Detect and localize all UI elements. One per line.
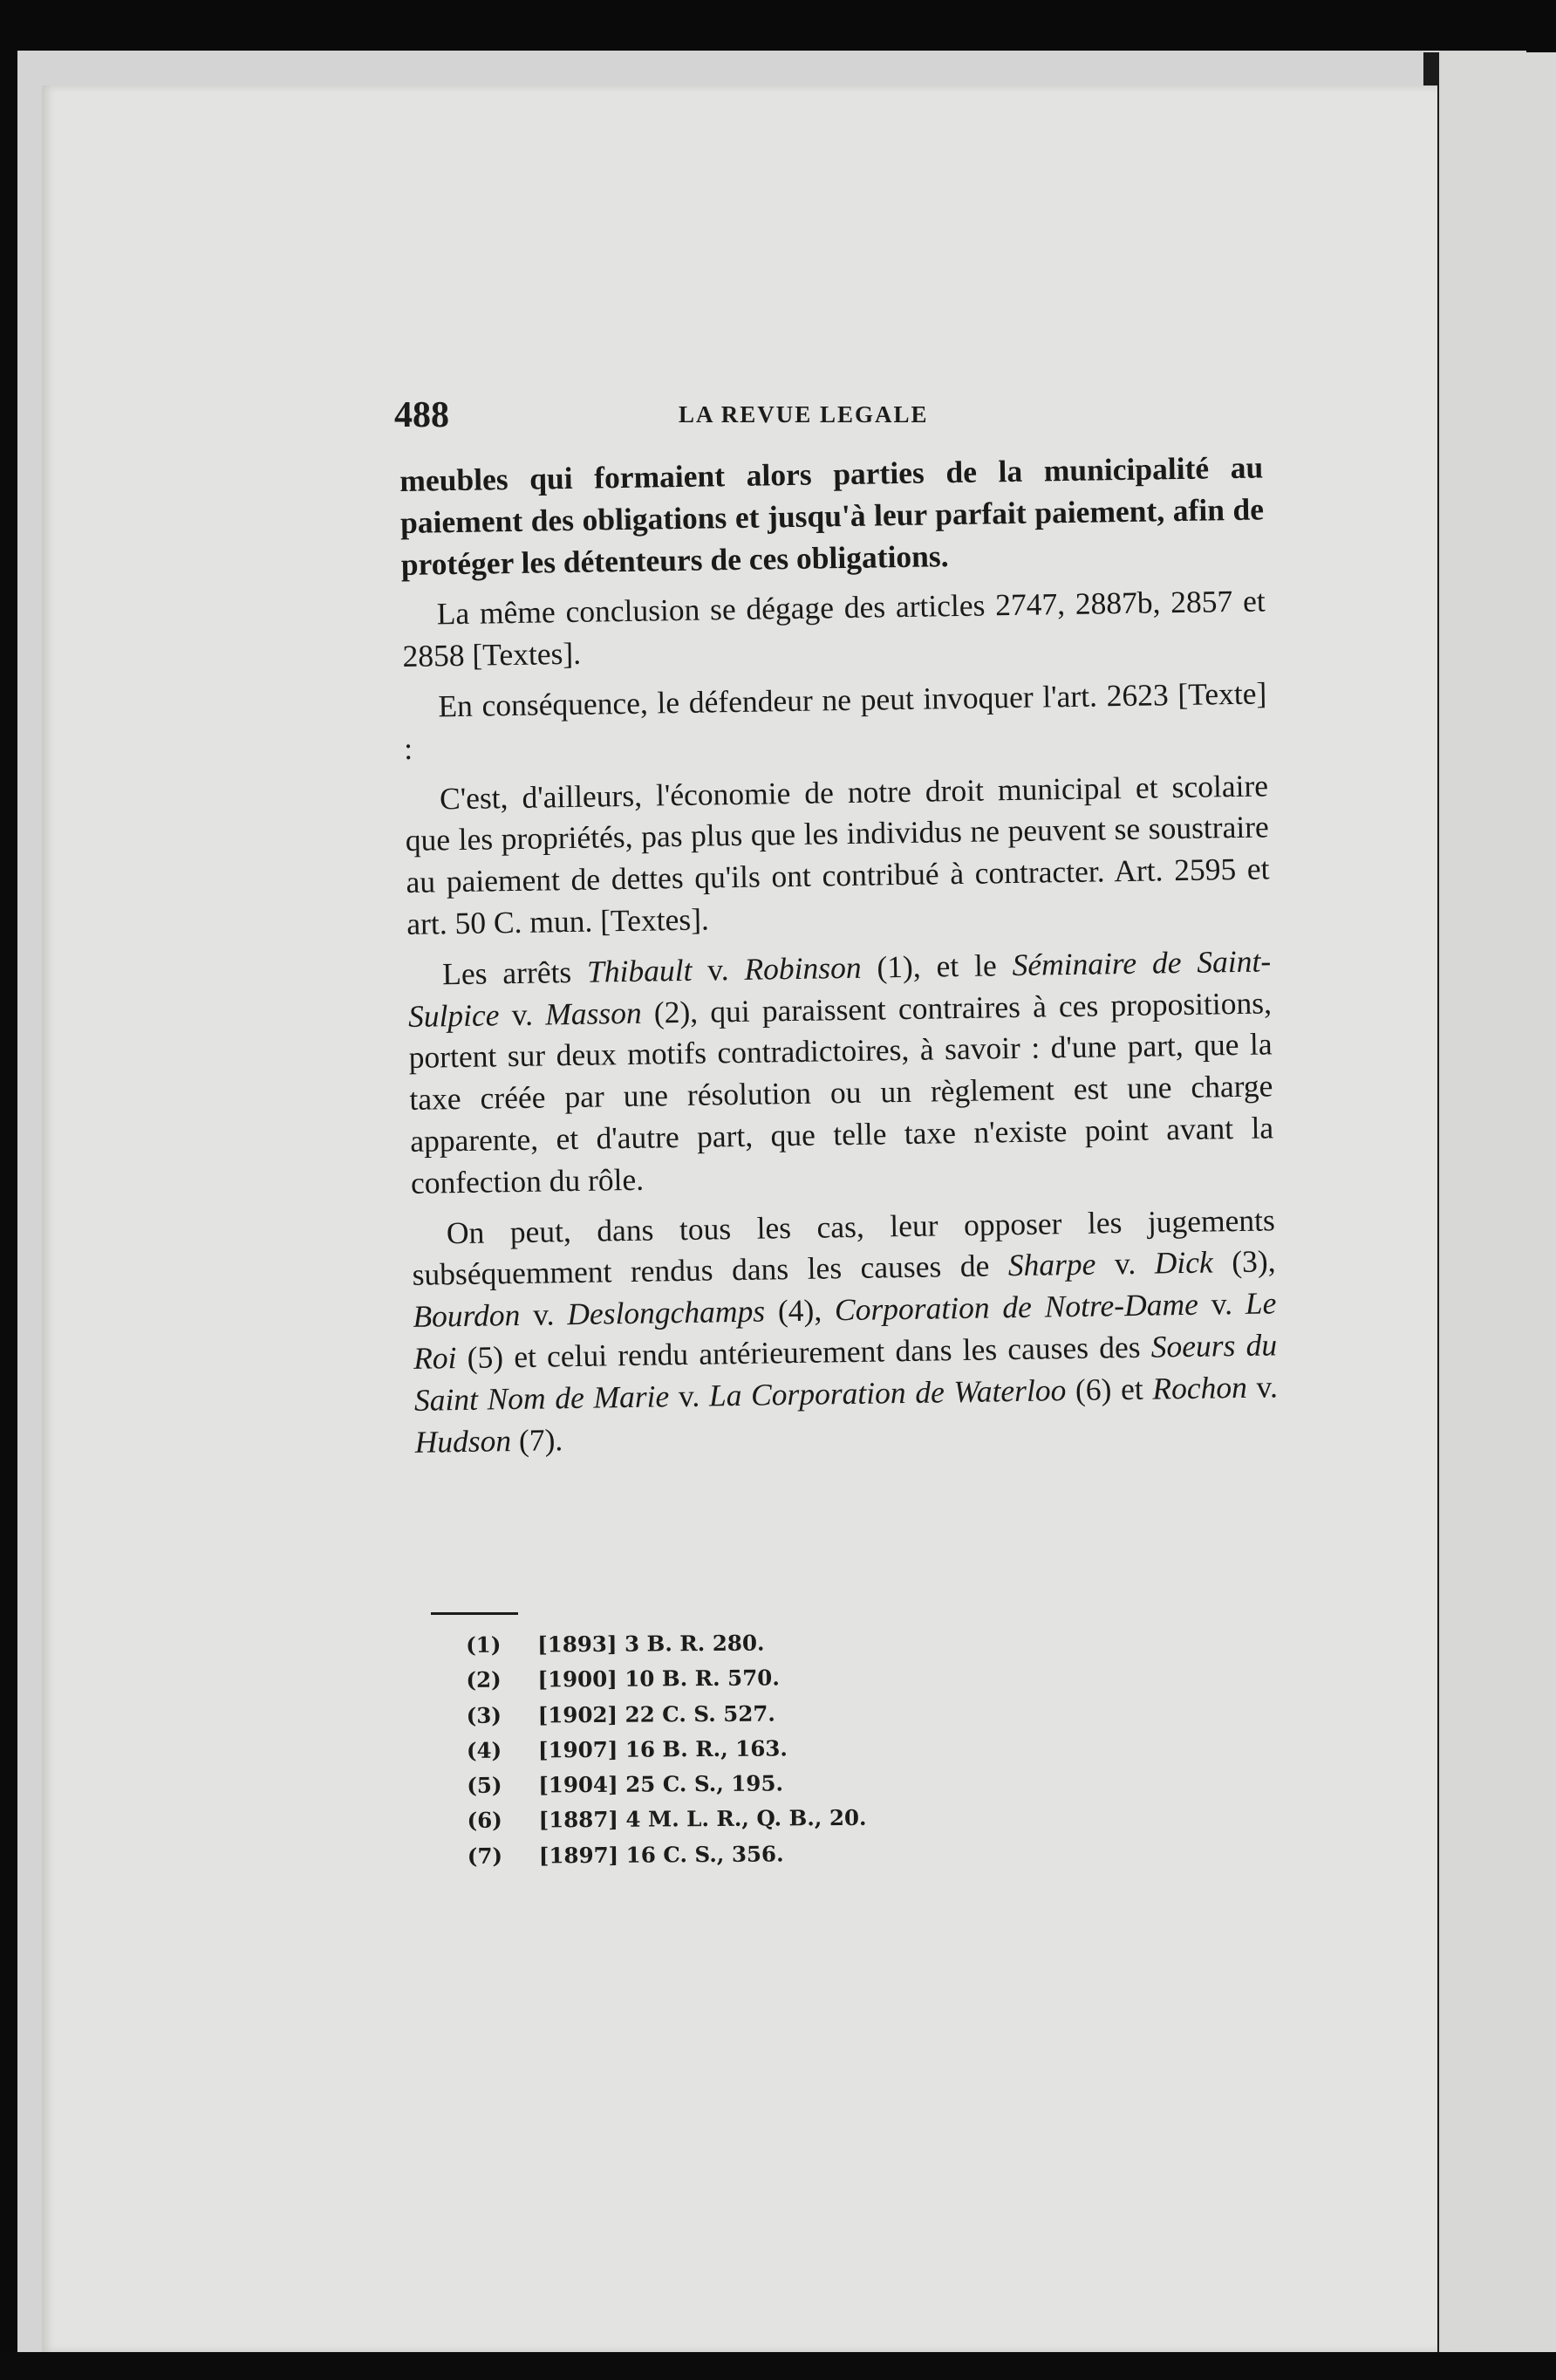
- footnote: [466, 1624, 1076, 1663]
- text-run: (1), et le: [861, 947, 1013, 985]
- page-number: 488: [394, 395, 449, 435]
- footnotes: [466, 1624, 1078, 1874]
- paragraph: En conséquence, le défendeur ne peut invoquer l'art. 2623 [Texte] :: [403, 675, 1267, 766]
- text-run: (5) et celui rendu antérieurement dans les causes des: [456, 1329, 1152, 1376]
- text-run: On peut, dans tous les cas, leur opposer les jugements subséquemment rendus dans les causes de: [412, 1201, 1276, 1293]
- case-name: Soeurs du Saint Nom de Marie: [413, 1327, 1278, 1418]
- text-run: (7).: [510, 1421, 563, 1458]
- case-name: Deslongchamps: [566, 1293, 766, 1332]
- footnote-citation: [1887] 4 M. L. R., Q. B., 20.: [538, 1805, 867, 1833]
- footnote-number: (1): [466, 1631, 502, 1658]
- scan-bottom-border: [0, 2352, 1556, 2380]
- case-name: Thibault: [586, 952, 693, 989]
- text-run: (4),: [764, 1292, 836, 1329]
- text-run: (3),: [1212, 1243, 1276, 1280]
- case-name: Dick: [1154, 1244, 1214, 1281]
- text-run: (6) et: [1065, 1371, 1153, 1407]
- paragraph: meubles qui formaient alors parties de la municipalité au paiement des obligations et jusqu'à leur parfait paiement, afin de protéger les détenteurs de ces obligations.: [399, 449, 1265, 582]
- adjacent-page-edge: [1441, 52, 1556, 2380]
- text-run: v.: [1246, 1369, 1279, 1405]
- footnote-number: (6): [467, 1808, 502, 1834]
- paragraph: [412, 1200, 1279, 1463]
- case-name: Bourdon: [413, 1297, 521, 1335]
- footnote-citation: [1902] 22 C. S. 527.: [537, 1700, 776, 1728]
- journal-title: LA REVUE LEGALE: [679, 401, 929, 427]
- text-run: Les arrêts: [441, 954, 588, 992]
- footnote-citation: [1900] 10 B. R. 570.: [537, 1665, 780, 1693]
- paragraph: C'est, d'ailleurs, l'économie de notre droit municipal et scolaire que les propriétés, pas plus que les individus ne peuvent se soustraire au paiement de dettes qu'ils ont contribué à contracter. Art. 2595 et art. 50 C. mun. [Textes].: [405, 767, 1270, 941]
- case-name: Rochon: [1152, 1369, 1248, 1406]
- case-name: Corporation de Notre-Dame: [834, 1286, 1199, 1328]
- footnote: [467, 1800, 1077, 1839]
- paragraph: La même conclusion se dégage des articles 2747, 2887b, 2857 et 2858 [Textes].: [402, 583, 1266, 674]
- footnote-number: (7): [467, 1843, 503, 1869]
- footnote-citation: [1904] 25 C. S., 195.: [538, 1770, 784, 1798]
- text-run: v.: [1095, 1245, 1156, 1282]
- footnote: [467, 1729, 1077, 1768]
- footnote-citation: [1897] 16 C. S., 356.: [538, 1841, 784, 1869]
- case-name: Hudson: [414, 1422, 512, 1460]
- case-name: La Corporation de Waterloo: [708, 1371, 1067, 1413]
- case-name: Séminaire de Saint-Sulpice: [407, 943, 1272, 1034]
- footnote-number: (3): [466, 1702, 502, 1728]
- footnote-citation: [1907] 16 B. R., 163.: [537, 1735, 788, 1763]
- footnote-number: (5): [467, 1772, 502, 1799]
- paragraph: [407, 940, 1274, 1204]
- case-name: Le Roi: [413, 1285, 1277, 1376]
- text-run: v.: [692, 951, 745, 988]
- footnote: [467, 1764, 1077, 1803]
- footnote-divider: [431, 1612, 518, 1615]
- case-name: Masson: [544, 995, 642, 1032]
- text-run: v.: [668, 1378, 710, 1414]
- case-name: Robinson: [744, 949, 862, 987]
- footnote: [466, 1658, 1076, 1698]
- footnote: [467, 1835, 1078, 1874]
- text-run: v.: [499, 996, 546, 1032]
- footnote: [467, 1694, 1077, 1734]
- running-head: [394, 394, 1266, 438]
- footnote-citation: [1893] 3 B. R. 280.: [537, 1630, 765, 1658]
- footnote-number: (2): [466, 1667, 502, 1693]
- text-run: v.: [520, 1296, 568, 1333]
- body-text: [399, 447, 1279, 1472]
- text-run: (2), qui paraissent contraires à ces propositions, portent sur deux motifs contradictoires, à savoir : d'une part, que la taxe créée par une résolution ou un règlement est une charge apparente, et d'autre part, que telle taxe n'existe point avant la confection du rôle.: [408, 984, 1274, 1200]
- case-name: Sharpe: [1007, 1246, 1096, 1283]
- text-run: v.: [1198, 1286, 1246, 1322]
- footnote-number: (4): [466, 1737, 502, 1763]
